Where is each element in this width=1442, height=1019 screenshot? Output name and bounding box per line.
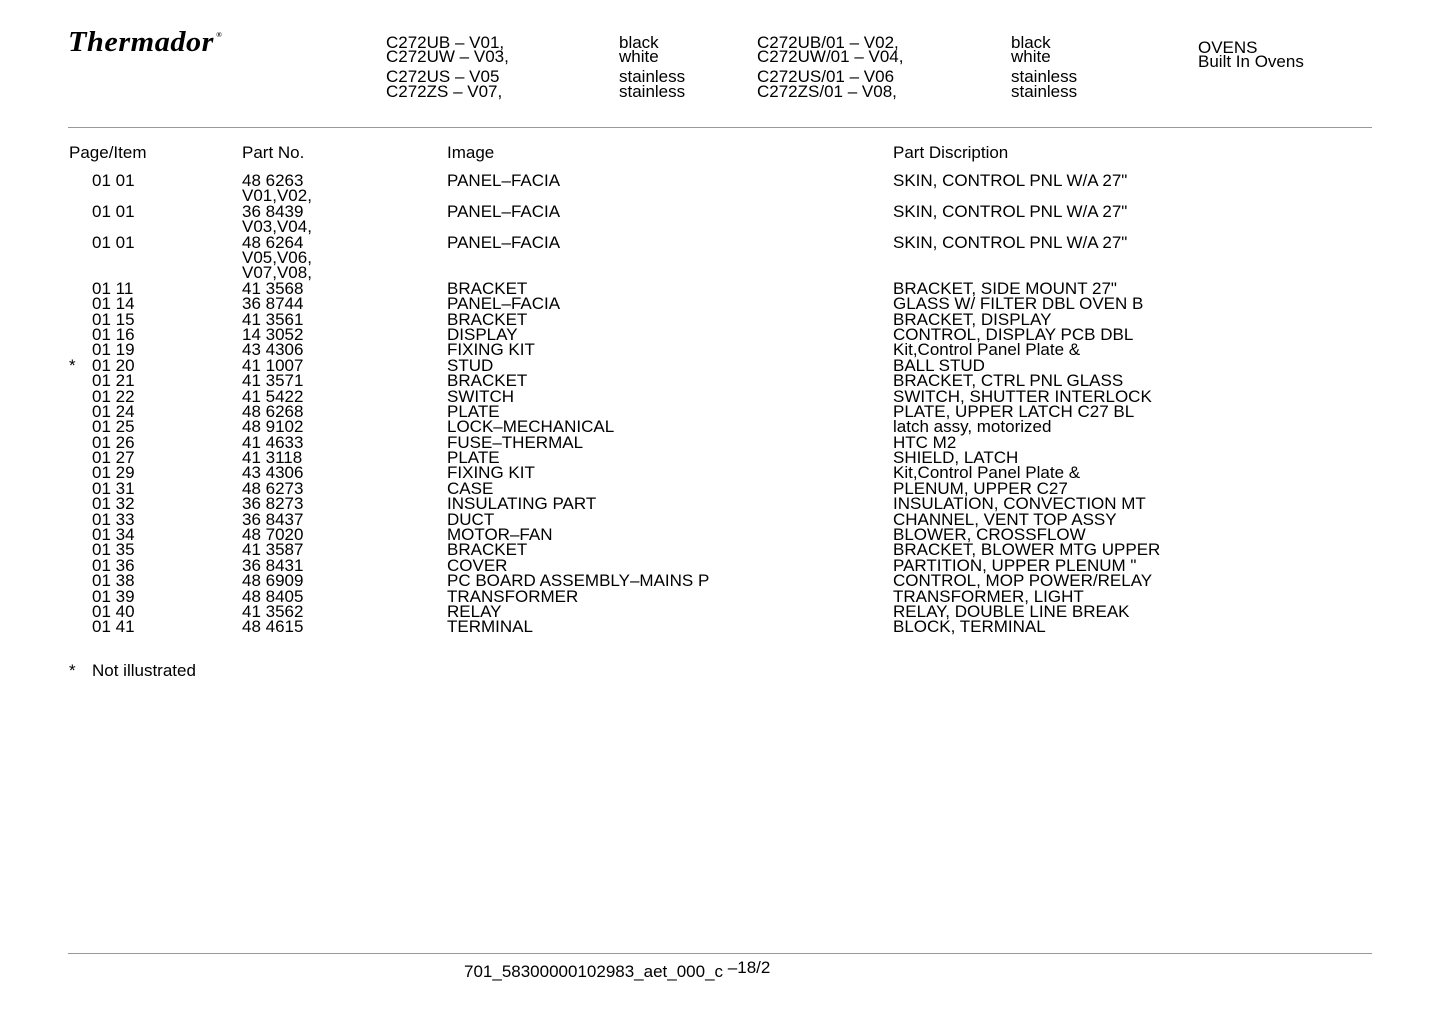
brand-logo bbox=[68, 27, 222, 59]
page-item-cell: 01 38 bbox=[92, 571, 135, 591]
image-cell: FIXING KIT bbox=[447, 463, 535, 483]
part-number-cell: 36 8431 bbox=[242, 555, 304, 575]
page-item-cell: 01 15 bbox=[92, 309, 135, 329]
part-number-cell: 41 3571 bbox=[242, 371, 304, 391]
part-number-cell: 48 6273 bbox=[242, 478, 304, 498]
column-header-page-item: Page/Item bbox=[69, 143, 147, 162]
part-number-cell: 41 3587 bbox=[242, 540, 304, 560]
part-number-cell: 41 5422 bbox=[242, 386, 304, 406]
description-cell: SWITCH, SHUTTER INTERLOCK bbox=[893, 386, 1152, 406]
column-header-image: Image bbox=[447, 143, 495, 162]
description-cell: SKIN, CONTROL PNL W/A 27" bbox=[893, 232, 1128, 252]
description-cell: latch assy, motorized bbox=[893, 417, 1052, 437]
page-item-cell: 01 19 bbox=[92, 340, 135, 360]
image-cell: PANEL–FACIA bbox=[447, 294, 561, 314]
part-number-cell: 48 8405 bbox=[242, 586, 304, 606]
table-row bbox=[0, 278, 1442, 298]
table-row bbox=[0, 355, 1442, 375]
image-cell: PANEL–FACIA bbox=[447, 201, 561, 221]
part-number-cell: 36 8437 bbox=[242, 509, 304, 529]
page-item-cell: 01 14 bbox=[92, 294, 135, 314]
table-row bbox=[0, 617, 1442, 637]
table-row bbox=[0, 509, 1442, 529]
image-cell: LOCK–MECHANICAL bbox=[447, 417, 615, 437]
page-item-cell: 01 27 bbox=[92, 448, 135, 468]
description-cell: Kit,Control Panel Plate & bbox=[893, 340, 1081, 360]
description-cell: RELAY, DOUBLE LINE BREAK bbox=[893, 601, 1130, 621]
table-row bbox=[0, 463, 1442, 483]
part-number-cell: 36 8439 bbox=[242, 201, 304, 221]
part-number-cell: 41 3562 bbox=[242, 601, 304, 621]
part-number-cell: 48 6909 bbox=[242, 571, 304, 591]
page-item-cell: 01 41 bbox=[92, 617, 135, 637]
table-row bbox=[0, 201, 1442, 237]
image-cell: BRACKET bbox=[447, 540, 528, 560]
image-cell: RELAY bbox=[447, 601, 502, 621]
header-divider bbox=[68, 127, 1372, 128]
footer-divider bbox=[68, 953, 1372, 954]
page-number: –18/2 bbox=[727, 958, 771, 977]
table-row bbox=[0, 571, 1442, 591]
description-cell: Kit,Control Panel Plate & bbox=[893, 463, 1081, 483]
page-item-cell: 01 01 bbox=[92, 171, 135, 190]
page-item-cell: 01 01 bbox=[92, 201, 135, 221]
part-number-cell: 48 6268 bbox=[242, 401, 304, 421]
image-cell: PANEL–FACIA bbox=[447, 171, 561, 190]
description-cell: BALL STUD bbox=[893, 355, 985, 375]
model-color: black bbox=[1011, 33, 1051, 52]
model-code: C272ZS – V07, bbox=[386, 82, 503, 101]
description-cell: GLASS W/ FILTER DBL OVEN B bbox=[893, 294, 1144, 314]
part-number-cell: 14 3052 bbox=[242, 324, 304, 344]
part-number-cell: V01,V02, bbox=[242, 186, 312, 206]
table-row bbox=[0, 448, 1442, 468]
image-cell: FIXING KIT bbox=[447, 340, 535, 360]
footer bbox=[464, 958, 771, 982]
image-cell: MOTOR–FAN bbox=[447, 525, 553, 545]
model-code: C272US/01 – V06 bbox=[757, 67, 895, 86]
column-header-description: Part Discription bbox=[893, 143, 1009, 162]
part-number-cell: 48 4615 bbox=[242, 617, 304, 637]
description-cell: BRACKET, BLOWER MTG UPPER bbox=[893, 540, 1161, 560]
model-code: C272US – V05 bbox=[386, 67, 500, 86]
part-number-cell: 36 8744 bbox=[242, 294, 304, 314]
part-number-cell: V05,V06, bbox=[242, 247, 312, 267]
table-row bbox=[0, 417, 1442, 437]
description-cell: CONTROL, DISPLAY PCB DBL bbox=[893, 324, 1134, 344]
page-item-cell: 01 22 bbox=[92, 386, 135, 406]
page-item-cell: 01 25 bbox=[92, 417, 135, 437]
model-code: C272UW/01 – V04, bbox=[757, 47, 904, 66]
part-number-cell: 48 6263 bbox=[242, 171, 304, 190]
table-row bbox=[0, 371, 1442, 391]
description-cell: BLOWER, CROSSFLOW bbox=[893, 525, 1086, 545]
part-number-cell: 41 4633 bbox=[242, 432, 304, 452]
model-color: black bbox=[619, 33, 659, 52]
description-cell: CHANNEL, VENT TOP ASSY bbox=[893, 509, 1117, 529]
registered-mark: ® bbox=[216, 31, 223, 39]
part-number-cell: 41 1007 bbox=[242, 355, 304, 375]
table-row bbox=[0, 494, 1442, 514]
table-row bbox=[0, 525, 1442, 545]
image-cell: PLATE bbox=[447, 401, 500, 421]
page-item-cell: 01 26 bbox=[92, 432, 135, 452]
image-cell: FUSE–THERMAL bbox=[447, 432, 584, 452]
image-cell: TRANSFORMER bbox=[447, 586, 579, 606]
model-color: stainless bbox=[1011, 67, 1078, 86]
model-code: C272UW – V03, bbox=[386, 47, 509, 66]
page-item-cell: 01 29 bbox=[92, 463, 135, 483]
page-item-cell: 01 21 bbox=[92, 371, 135, 391]
table-row bbox=[0, 478, 1442, 498]
parts-table bbox=[0, 173, 1442, 635]
page-item-cell: 01 20 bbox=[92, 355, 135, 375]
description-cell: TRANSFORMER, LIGHT bbox=[893, 586, 1084, 606]
model-code: C272ZS/01 – V08, bbox=[757, 82, 897, 101]
description-cell: SKIN, CONTROL PNL W/A 27" bbox=[893, 171, 1128, 190]
image-cell: SWITCH bbox=[447, 386, 515, 406]
category-title: OVENS bbox=[1198, 38, 1258, 57]
table-row bbox=[0, 324, 1442, 344]
image-cell: INSULATING PART bbox=[447, 494, 597, 514]
part-number-cell: 43 4306 bbox=[242, 340, 304, 360]
part-number-cell: 41 3561 bbox=[242, 309, 304, 329]
table-row bbox=[0, 586, 1442, 606]
page-item-cell: 01 40 bbox=[92, 601, 135, 621]
table-row bbox=[0, 294, 1442, 314]
image-cell: TERMINAL bbox=[447, 617, 533, 637]
note-marker: * bbox=[69, 661, 76, 680]
page-item-cell: 01 32 bbox=[92, 494, 135, 514]
table-row bbox=[0, 309, 1442, 329]
part-number-cell: 48 9102 bbox=[242, 417, 304, 437]
page-item-cell: 01 01 bbox=[92, 232, 135, 252]
brand-logo-text: Thermador bbox=[68, 27, 215, 58]
description-cell: SKIN, CONTROL PNL W/A 27" bbox=[893, 201, 1128, 221]
description-cell: HTC M2 bbox=[893, 432, 957, 452]
description-cell: INSULATION, CONVECTION MT bbox=[893, 494, 1146, 514]
part-number-cell: 36 8273 bbox=[242, 494, 304, 514]
page-item-cell: 01 34 bbox=[92, 525, 135, 545]
part-number-cell: 41 3118 bbox=[242, 448, 303, 468]
model-color: stainless bbox=[619, 82, 686, 101]
page-item-cell: 01 11 bbox=[92, 278, 134, 298]
image-cell: PANEL–FACIA bbox=[447, 232, 561, 252]
model-color: stainless bbox=[619, 67, 686, 86]
page-item-cell: 01 16 bbox=[92, 324, 135, 344]
table-row bbox=[0, 386, 1442, 406]
image-cell: BRACKET bbox=[447, 309, 528, 329]
page-item-cell: 01 33 bbox=[92, 509, 135, 529]
description-cell: BRACKET, SIDE MOUNT 27" bbox=[893, 278, 1117, 298]
model-color: stainless bbox=[1011, 82, 1078, 101]
page-item-cell: 01 35 bbox=[92, 540, 135, 560]
page-item-cell: 01 39 bbox=[92, 586, 135, 606]
part-number-cell: 43 4306 bbox=[242, 463, 304, 483]
not-illustrated-marker: * bbox=[69, 355, 76, 375]
table-row bbox=[0, 401, 1442, 421]
category-subtitle: Built In Ovens bbox=[1198, 52, 1304, 71]
page-item-cell: 01 36 bbox=[92, 555, 135, 575]
part-number-cell: V07,V08, bbox=[242, 263, 312, 283]
image-cell: DISPLAY bbox=[447, 324, 518, 344]
model-color: white bbox=[619, 47, 659, 66]
image-cell: PLATE bbox=[447, 448, 500, 468]
image-cell: DUCT bbox=[447, 509, 495, 529]
description-cell: PARTITION, UPPER PLENUM " bbox=[893, 555, 1137, 575]
page-item-cell: 01 24 bbox=[92, 401, 135, 421]
table-row bbox=[0, 232, 1442, 283]
description-cell: BRACKET, CTRL PNL GLASS bbox=[893, 371, 1124, 391]
table-row bbox=[0, 173, 1442, 204]
column-header-part-no: Part No. bbox=[242, 143, 305, 162]
model-code: C272UB – V01, bbox=[386, 33, 505, 52]
description-cell: CONTROL, MOP POWER/RELAY bbox=[893, 571, 1153, 591]
table-row bbox=[0, 340, 1442, 360]
image-cell: STUD bbox=[447, 355, 494, 375]
image-cell: BRACKET bbox=[447, 278, 528, 298]
part-number-cell: 48 6264 bbox=[242, 232, 304, 252]
description-cell: SHIELD, LATCH bbox=[893, 448, 1019, 468]
image-cell: BRACKET bbox=[447, 371, 528, 391]
description-cell: BRACKET, DISPLAY bbox=[893, 309, 1052, 329]
table-row bbox=[0, 540, 1442, 560]
model-code: C272UB/01 – V02, bbox=[757, 33, 899, 52]
document-id: 701_58300000102983_aet_000_c bbox=[464, 962, 724, 981]
table-row bbox=[0, 432, 1442, 452]
note-text: Not illustrated bbox=[92, 661, 196, 680]
description-cell: BLOCK, TERMINAL bbox=[893, 617, 1046, 637]
table-row bbox=[0, 555, 1442, 575]
image-cell: COVER bbox=[447, 555, 508, 575]
part-number-cell: 48 7020 bbox=[242, 525, 304, 545]
table-row bbox=[0, 601, 1442, 621]
model-color: white bbox=[1011, 47, 1051, 66]
description-cell: PLENUM, UPPER C27 bbox=[893, 478, 1068, 498]
page-item-cell: 01 31 bbox=[92, 478, 135, 498]
part-number-cell: 41 3568 bbox=[242, 278, 304, 298]
description-cell: PLATE, UPPER LATCH C27 BL bbox=[893, 401, 1135, 421]
image-cell: CASE bbox=[447, 478, 494, 498]
part-number-cell: V03,V04, bbox=[242, 217, 312, 237]
image-cell: PC BOARD ASSEMBLY–MAINS P bbox=[447, 571, 710, 591]
